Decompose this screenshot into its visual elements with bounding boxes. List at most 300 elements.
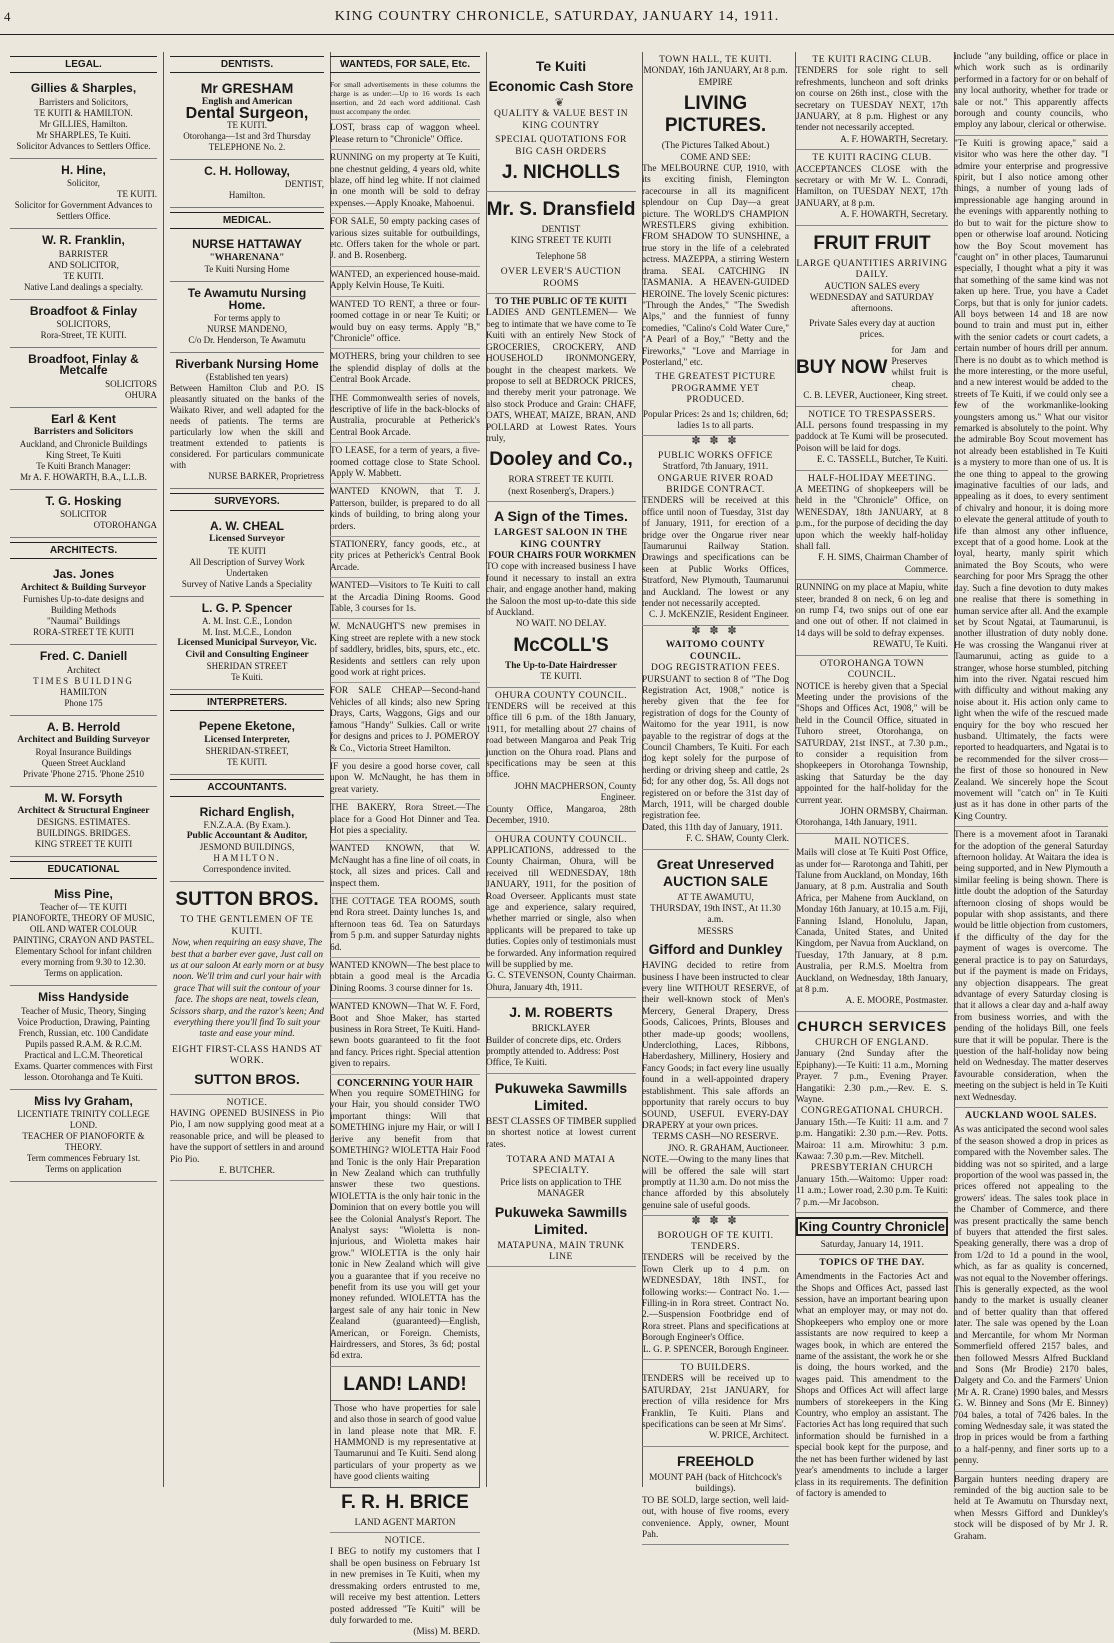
card-line: NURSE BARKER, Proprietress <box>208 471 324 482</box>
card-line: Survey of Native Lands a Speciality <box>181 578 313 589</box>
classified-ad: THE COTTAGE TEA ROOMS, south end Rora street. Dainty lunches 1s, and afternoon teas 6d. Tea on Saturdays from 5 p.m. and supper Saturday nights 6d. <box>330 894 480 958</box>
card-line: Licensed Surveyor <box>209 534 285 545</box>
card-line: HAMILTON. <box>213 853 281 864</box>
article-half-holiday: There is a movement afoot in Taranaki for the adoption of the general Saturday afternoon holiday. At Waitara the idea is being supported, and in New Plymouth a similar feeling is being shown. There is little doubt the adoption of the Saturday afternoon closing of shops would be popular with shop assistants, and there would be little objection from customers, if the difficulty of the day for the payment of wages is overcome. The general practice is to pay on Saturdays, but if the payment is made on Fridays, any objection disappears. The great advantage of every Saturday closing is that it allows a clear day and a-half away from business worries, and with the pending of the holidays Bill, one feels sure that it will be popular. There is the question of the half-holiday now being held on Wednesday. The matter deserves favourable consideration, when the meeting on the subject is held in Te Kuiti next Wednesday. <box>954 830 1108 1103</box>
classified-ad: WANTED, an experienced house-maid. Apply Kelvin House, Te Kuiti. <box>330 267 480 297</box>
card-line: Solicitor for Government Advances to Settlers Office. <box>14 200 153 222</box>
card-line: Mr GILLIES, Hamilton. <box>39 118 128 129</box>
section-heading-accountants: ACCOUNTANTS. <box>170 779 324 796</box>
ad-dooley <box>486 294 636 502</box>
church-heading: PRESBYTERIAN CHURCH <box>810 1163 934 1174</box>
card-line: TELEPHONE No. 2. <box>208 141 286 152</box>
ad-line: Telephone 58 <box>535 251 587 262</box>
card-english <box>170 801 324 883</box>
card-line: Teacher of— TE KUITI <box>40 902 127 913</box>
card-line: Rora-Street, TE KUITI. <box>40 330 127 341</box>
card-line: Dental Surgeon, <box>185 105 309 123</box>
card-line: Correspondence invited. <box>203 864 291 875</box>
ad-title: SUTTON BROS. <box>175 889 319 911</box>
ad-line: MATAPUNA, MAIN TRUNK LINE <box>497 1240 625 1263</box>
card-line: SHERIDAN-STREET, <box>205 746 289 757</box>
card-name: Gillies & Sharples, <box>30 81 137 96</box>
ad-body: TO cope with increased business I have found it necessary to install an extra chair, and engage another hand, making the Saloon the most up-to-date this side of Auckland. <box>486 562 636 618</box>
card-name: Earl & Kent <box>51 411 116 426</box>
ad-mccoll <box>486 502 636 687</box>
ornament-icon: ✽ ✽ ✽ <box>691 1215 740 1228</box>
card-name: C. H. Holloway, <box>204 163 290 178</box>
ad-line: EMPIRE <box>698 77 733 88</box>
ad-signature: McCOLL'S <box>513 634 609 656</box>
card-line: NURSE MANDENO, <box>206 324 287 335</box>
classified-ad: FOR SALE, 50 empty packing cases of various sizes suitable for outbuildings, etc. Offers taken for the whole or part. J. and B. Rosenberg. <box>330 214 480 267</box>
card-line: Mr A. F. HOWARTH, B.A., L.L.B. <box>20 471 147 482</box>
card-line: (Established ten years) <box>206 372 288 383</box>
card-name: Pepene Eketone, <box>198 719 296 734</box>
section-heading-educational: EDUCATIONAL <box>10 861 157 878</box>
ad-line: MONDAY, 16th JANUARY, At 8 p.m. <box>643 66 788 77</box>
card-line: DESIGNS. ESTIMATES. <box>36 817 131 828</box>
card-line: Otorohanga—1st and 3rd Thursday <box>183 130 311 141</box>
ad-title: FRUIT FRUIT <box>813 232 931 254</box>
section-heading-wanteds: WANTEDS, FOR SALE, Etc. <box>330 56 480 73</box>
card-herrold <box>10 716 157 787</box>
card-line: SOLICITORS <box>105 378 157 389</box>
notice-signature: A. F. HOWARTH, Secretary. <box>840 134 948 145</box>
notice-body: PURSUANT to section 8 of "The Dog Registration Act, 1908," notice is hereby given that the fee for registration of dogs for the County of Waitomo for the year 1911, is now payable to the registrar of dogs at the Council Chambers, Te Kuiti. For each dog kept solely for the purpose of herding or driving sheep and cattle, 2s 6d; for any other dog, 5s. All dogs not registered on or before the 31st day of March, 1911, will be charged double registration fee. <box>642 674 789 822</box>
ad-concerning-hair <box>330 1075 480 1367</box>
divider <box>954 135 1108 136</box>
ad-body: Those who have properties for sale and also those in search of good value in land please note that MR. F. HAMMOND is my representative at Taumarunui and Te Kuiti. Send along particulars of your property as we have good clients waiting <box>330 1400 480 1488</box>
notice-body: TENDERS for sole right to sell refreshments, luncheon and soft drinks on course on 26th inst., close with the secretary on TUESDAY NEXT, 17th JANUARY, at 8 p.m. Highest or any tender not necessarily accepted. <box>796 66 948 134</box>
divider <box>954 826 1108 827</box>
card-line: SOLICITORS, <box>56 319 111 330</box>
card-line: TE KUITI. <box>227 757 267 768</box>
ad-body: HAVING decided to retire from business I have been instructed to clear every line WITHOUT RESERVE, of their well-known stock of Men's Mercery, General Drapery, Dress Goods, Calicoes, Prints, Blouses and other made-up goods; woollens, Underclothing, Laces, Ribbons, Haberdashery, Millinery, Hosiery and Fancy Goods; in fact every line usually found in a well-appointed drapery establishment. This sale affords an opportunity that rarely occurs to buy SOUND, USEFUL EVERY-DAY DRAPERY at your own prices. <box>642 961 789 1131</box>
notice-title: OHURA COUNTY COUNCIL. <box>494 834 628 845</box>
card-line: OHURA <box>124 389 157 400</box>
classified-ad: IF you desire a good horse cover, call upon W. McNaught, he has them in great variety. <box>330 759 480 800</box>
masthead-title: KING COUNTRY CHRONICLE, SATURDAY, JANUARY 14, 1911. <box>334 9 780 24</box>
ad-signature: SUTTON BROS. <box>194 1070 300 1087</box>
card-line: Teacher of Music, Theory, Singing Voice Production, Drawing, Painting French, Russian, etc. 100 Candidate Pupils passed R.A.M. & R.C.M. Practical and L.C.M. Theoretical Exams. Quarter commences with First lesson. Otorohanga and Te Kuiti. <box>14 1005 153 1082</box>
ad-body: The MELBOURNE CUP, 1910, with its exciting finish, Flemington racecourse in all its magnificent splendour on Cup Day—a great picture. The WORLD'S CHAMPION WRESTLERS giving exhibition. FROM SHADOW TO SUNSHINE, a true story in the life of a celebrated actress. MAZEPPA, a stirring Western drama. SEAL CATCHING IN TASMANIA. A HEAVEN-GUIDED HEROINE. The lovely Scenic pictures: "Through the Andes," "The Swedish Alps," and the funniest of funny comedies, "Calino's Cold Water Cure," "A Pearl of a Boy," "Betty and the Fireworks," "Love and Marriage in Posterland," etc. <box>642 164 789 368</box>
notice-signature: F. H. SIMS, Chairman Chamber of Commerce. <box>818 553 948 575</box>
card-line: Licensed Interpreter, <box>204 734 290 745</box>
ad-signature: (Miss) M. BERD. <box>413 1627 480 1638</box>
section-heading-architects: ARCHITECTS. <box>10 542 157 559</box>
card-hosking <box>10 490 157 538</box>
ad-dransfield <box>486 192 636 294</box>
church-body: January (2nd Sunday after the Epiphany).—Te Kuiti: 11 a.m., Morning Prayer. 7 p.m., Evening Prayer. Hangatiki: 2.30 p.m.,—Rev. E. S. Wayne. <box>796 1049 948 1105</box>
notice-signature: L. G. P. SPENCER, Borough Engineer. <box>642 1344 789 1355</box>
card-line: Terms on application. <box>44 968 123 979</box>
classified-ad: THE BAKERY, Rora Street.—The place for a Good Hot Dinner and Tea. Hot pies a speciality. <box>330 800 480 841</box>
ad-signature: J. NICHOLLS <box>501 162 621 184</box>
ad-title: A Sign of the Times. <box>494 508 628 525</box>
ad-line: (next Rosenberg's, Drapers.) <box>508 486 614 497</box>
classified-ad: LOST, brass cap of waggon wheel. Please return to "Chronicle" Office. <box>330 120 480 150</box>
card-line: KING STREET TE KUITI <box>34 839 133 850</box>
classified-ad: WANTED KNOWN, that T. J. Patterson, builder, is prepared to do all kinds of building, to bring along your orders. <box>330 484 480 537</box>
card-name: Te Awamutu Nursing Home. <box>187 286 307 312</box>
topics-title: TOPICS OF THE DAY. <box>819 1257 925 1268</box>
card-line: Barristers and Solicitors, <box>38 96 129 107</box>
notice-line: TENDERS. <box>690 1241 741 1252</box>
card-line: Architect & Building Surveyor <box>20 582 147 593</box>
ad-line: BRICKLAYER <box>531 1024 591 1035</box>
notice-ohura-council-tenders <box>486 688 636 832</box>
card-line: Mr SHARPLES, Te Kuiti. <box>36 129 131 140</box>
notice-waitomo-dogs <box>642 637 789 849</box>
notice-title: HALF-HOLIDAY MEETING. <box>807 473 936 484</box>
ad-line: (The Pictures Talked About.) <box>661 141 770 152</box>
ad-line: Private Sales every day at auction prices. <box>809 318 935 341</box>
notice-racing-club-tenders <box>796 52 948 150</box>
card-name: Richard English, <box>199 804 295 819</box>
notice-body: TENDERS will be received at this office till 6 p.m. of the 18th January, 1911, for metalling about 27 chains of road between Mangaroa and Peak Trig junction on the Ohura road. Plans and specifications may be seen at this office. <box>486 702 636 781</box>
card-line: SHERIDAN STREET <box>206 660 288 671</box>
ad-line: TERMS CASH—NO RESERVE. <box>652 1132 779 1143</box>
card-line: Elementary School for infant children every morning from 9.30 to 12.30. <box>15 946 152 968</box>
classified-ad: TO LEASE, for a term of years, a five-roomed cottage close to State School. Apply W. Mabbett. <box>330 443 480 484</box>
notice-signature: C. J. McKENZIE, Resident Engineer. <box>649 610 789 621</box>
card-name: Mr GRESHAM <box>200 80 294 97</box>
card-line: Architect <box>66 664 101 675</box>
masthead <box>0 0 1114 35</box>
ad-line: TOTARA AND MATAI A SPECIALTY. <box>506 1155 616 1177</box>
ad-land <box>330 1367 480 1533</box>
card-jones <box>10 563 157 645</box>
card-hine <box>10 159 157 229</box>
ad-roberts <box>486 998 636 1074</box>
notice-signature: JOHN MACPHERSON, County Engineer. <box>514 781 636 804</box>
card-line: HAMILTON <box>59 686 107 697</box>
ad-title: Pukuweka Sawmills Limited. <box>494 1079 628 1113</box>
card-line: Terms on application <box>45 1163 122 1174</box>
card-line: Private 'Phone 2715. 'Phone 2510 <box>23 768 144 779</box>
card-line: Auckland, and Chronicle Buildings King Street, Te Kuiti <box>19 438 148 460</box>
card-line: "Naumai" Buildings <box>46 616 121 627</box>
ad-title: LAND! LAND! <box>343 1373 467 1395</box>
ad-line: KING STREET TE KUITI <box>510 236 612 247</box>
card-name: Jas. Jones <box>52 567 115 582</box>
ad-economic-cash-store <box>486 52 636 192</box>
card-line: Solicitor Advances to Settlers Office. <box>16 140 151 151</box>
ad-title: J. M. ROBERTS <box>509 1004 613 1021</box>
notice-title: BOROUGH OF TE KUITI. <box>657 1230 774 1241</box>
notice-signature: E. C. TASSELL, Butcher, Te Kuiti. <box>816 455 948 466</box>
notice-signature: G. C. STEVENSON, County Chairman. <box>486 971 636 982</box>
card-name: Broadfoot & Finlay <box>29 303 138 318</box>
column-7 <box>954 52 1108 1542</box>
card-franklin <box>10 229 157 299</box>
card-line: Phone 175 <box>64 697 103 708</box>
notice-date: Otorohanga, 14th January, 1911. <box>796 818 917 829</box>
ad-line: LARGE QUANTITIES ARRIVING DAILY. <box>796 258 948 281</box>
column-2 <box>170 52 331 1487</box>
card-line: TIMES BUILDING <box>33 675 134 686</box>
notice-line: DOG REGISTRATION FEES. <box>651 663 780 674</box>
classified-ad: WANTED—Visitors to Te Kuiti to call at the Arcadia Dining Rooms. Good Table, 3 courses for 1s. <box>330 578 480 619</box>
card-line: LICENTIATE TRINITY COLLEGE LOND. <box>17 1108 150 1130</box>
ad-body: LADIES AND GENTLEMEN— We beg to intimate that we have come to Te Kuiti with an entirely New Stock of GROCERIES, CROCKERY, AND HOUSEHOLD IRONMONGERY, bought in the cheapest markets. We propose to sell at BEDROCK PRICES, and thereby merit your patronage. We also stock Produce and Grain: CHAFF, OATS, WHEAT, MAIZE, BRAN, AND POLLARD at Lowest Rates. Yours truly, <box>486 308 636 444</box>
card-holloway <box>170 160 324 208</box>
ad-note: NOTE.—Owing to the many lines that will be offered the sale will start promptly at 11.30 a.m. Do not miss the chance afforded by this absolutely genuine sale of useful goods. <box>642 1155 789 1211</box>
notice-body: ACCEPTANCES CLOSE with the secretary or with Mr W. L. Conradi, Hamilton, on TUESDAY NEXT, 17th JANUARY, at 8 p.m. <box>796 164 948 209</box>
ad-line: TE KUITI. <box>540 672 582 683</box>
card-line: Architect and Building Surveyor <box>17 735 150 746</box>
card-line: TE KUITI & HAMILTON. <box>34 107 133 118</box>
notice-racing-club-acceptances <box>796 150 948 225</box>
ad-line: SPECIAL QUOTATIONS FOR BIG CASH ORDERS <box>495 135 627 157</box>
card-handyside <box>10 986 157 1089</box>
card-name: W. R. Franklin, <box>42 233 125 248</box>
divider <box>954 1471 1108 1472</box>
card-line: TE KUITI. <box>117 189 157 200</box>
section-heading-dentists: DENTISTS. <box>170 56 324 73</box>
card-line: Term commences February 1st. <box>26 1152 141 1163</box>
ad-line: QUALITY & VALUE BEST IN KING COUNTRY <box>493 109 629 131</box>
ad-line: The Up-to-Date Hairdresser <box>505 660 617 671</box>
ad-butcher-notice <box>170 1095 324 1182</box>
church-body: January 15th.—Te Kuiti: 11 a.m. and 7 p.m. Hangatiki: 2.30 p.m.—Rev. Potts. Mairoa: 11 a.m. Mirowhitu: 3 p.m. Kawaa: 7.30 p.m.—Rev. Mitchell. <box>796 1117 948 1162</box>
notice-to-builders <box>642 1360 789 1447</box>
notice-borough-tenders <box>642 1228 789 1360</box>
ad-title: NOTICE. <box>384 1536 426 1547</box>
card-line: Te Kuiti Branch Manager: <box>36 460 131 471</box>
notice-public-works <box>642 448 789 626</box>
notice-signature: F. C. SHAW, County Clerk. <box>685 834 789 845</box>
ad-line: OVER LEVER'S AUCTION ROOMS <box>500 267 622 289</box>
card-name: Fred. C. Daniell <box>39 649 128 664</box>
classified-ad: WANTED TO RENT, a three or four-roomed cottage in or near Te Kuiti; or would buy on easy terms. Apply "B," "Chronicle" office. <box>330 297 480 350</box>
card-line: DENTIST, <box>284 179 324 190</box>
editorial-banner: King Country Chronicle <box>796 1217 948 1236</box>
card-name: Miss Handyside <box>38 990 129 1005</box>
notice-line: Stratford, 7th January, 1911. <box>662 462 769 473</box>
notice-title: OTOROHANGA TOWN COUNCIL. <box>819 658 925 681</box>
ad-signature: E. BUTCHER. <box>218 1166 276 1177</box>
card-line: A. M. Inst. C.E., London <box>202 616 292 627</box>
column-3 <box>330 52 487 1638</box>
card-gresham <box>170 77 324 159</box>
classified-ad: RUNNING on my property at Te Kuiti, one chestnut gelding, 4 years old, white blaze, off hind leg white. If not claimed in one month will be sold to defray expenses.—Apply Knoake, Mahoenui. <box>330 150 480 214</box>
notice-body: RUNNING on my place at Mapiu, white steer, branded 8 on neck, 6 on leg and on rump Γ4, two snips out of one ear and one out of other. If not claimed in 14 days will be sold to defray expenses. <box>796 583 948 639</box>
notice-half-holiday-meeting <box>796 471 948 581</box>
notice-body: TENDERS will be received up to SATURDAY, 21st JANUARY, for erection of villa residence for Mrs Franklin, Te Kuiti. Plans and specifications can be seen at Mr Sims'. <box>642 1374 789 1431</box>
column-1 <box>10 52 164 1487</box>
ad-signature: C. B. LEVER, Auctioneer, King street. <box>803 391 948 402</box>
ad-line: Te Kuiti <box>535 58 587 74</box>
notice-body: NOTICE is hereby given that a Special Meeting under the provisions of the "Shops and Offices Act, 1908," will be held in the Council Office, situated in Tuhoro street, Otorohanga, on SATURDAY, 21st INST., at 7.30 p.m., to consider a requisition from shopkeepers in Otorohanga Township, asking that Saturday be the day appointed for the half-holiday for the current year. <box>796 681 948 806</box>
classified-ad: STATIONERY, fancy goods, etc., at city prices at Petherick's Central Book Arcade. <box>330 537 480 578</box>
notice-title: TE KUITI RACING CLUB. <box>812 153 932 164</box>
church-heading: CONGREGATIONAL CHURCH. <box>800 1106 944 1117</box>
card-line: Furnishes Up-to-date designs and Building Methods <box>23 594 144 616</box>
ad-body: I BEG to notify my customers that I shall be open business on February 1st in new premises in Te Kuiti, when my dressmaking orders entrusted to me, will receive my best attention. Letters posted addressed "Te Kuiti" will be duly forwarded to me. <box>330 1547 480 1626</box>
card-line: Public Accountant & Auditor, <box>186 830 308 841</box>
card-line: Queen Street Auckland <box>41 757 126 768</box>
classified-ad: THE Commonwealth series of novels, descriptive of life in the back-blocks of Australia, procurable at Petherick's Central Book Arcade. <box>330 391 480 444</box>
ad-line: for Jam and Preserves whilst fruit is cheap. <box>891 345 948 390</box>
card-name: A. W. CHEAL <box>210 518 284 533</box>
card-line: SOLICITOR <box>60 509 107 520</box>
notice-trespassers <box>796 407 948 471</box>
column-4 <box>486 52 643 1487</box>
card-line: For terms apply to <box>213 313 281 324</box>
card-line: PIANOFORTE, THEORY OF MUSIC, OIL AND WATER COLOUR PAINTING, CRAYON AND PASTEL. <box>12 913 155 946</box>
church-body: January 15th.—Waitomo: Upper road: 11 a.m.; Lower road, 2.30 p.m. Te Kuiti: 7 p.m.—Mr Jacobson. <box>796 1174 948 1208</box>
divider <box>954 1107 1108 1108</box>
notice-signature: W. PRICE, Architect. <box>709 1431 789 1442</box>
ad-line: RORA STREET TE KUITI. <box>508 475 614 486</box>
notice-title: NOTICE TO TRESPASSERS. <box>808 409 936 420</box>
ad-dressmaker-notice <box>330 1533 480 1643</box>
notice-otorohanga-council <box>796 656 948 834</box>
section-heading-medical: MEDICAL. <box>170 212 324 229</box>
ad-body: Now, when requiring an easy shave, The best that a barber ever gave, Just call on us at our saloon At early morn or at busy noon. We'll trim and curl your hair with grace That will suit the contour of your face. The shops are neat, towels clean, Scissors sharp, and the razor's keen; And everything there you'll find To suit your taste and ease your mind. <box>170 938 324 1040</box>
article-wool-sales: As was anticipated the second wool sales of the season showed a drop in prices as compared with the November sales. The bidding was not so spirited, and a large proportion of the wool was passed in, the prices offered not appealing to the growers' ideas. The sales took place in the Chamber of Commerce, and there was present practically the same bench of buyers that attended the first sales. Speaking generally, there was a drop of from 1/2d to 1d a pound in the wool, which, as far as quality is concerned, was not equal to the November offerings. This is generally expected, as the wool handy to the market is usually cleaner and of better quality than that offered later. The sale was opened by the Loan and Mercantile, for whom Mr Norman Sommerfield offered 2157 bales, and then followed Messrs Alfred Buckland and Sons (Mr Brodie) 2170 bales, Dalgety and Co. and the Farmers' Union (Mr A. R. Crane) 1990 bales, and Messrs G. W. Binney and Sons (Mr E. Binney) 704 bales, a total of 7426 bales. In the coming Wednesday sale, it was stated the drop in prices would be from a farthing to a half-penny, and finer sorts up to a penny. <box>954 1125 1108 1467</box>
card-line: C/o Dr. Henderson, Te Awamutu <box>188 335 306 346</box>
card-line: OTOROHANGA <box>93 520 157 531</box>
card-line: Hamilton. <box>228 190 266 201</box>
card-line: Te Kuiti Nursing Home <box>204 264 290 275</box>
card-line: Architect & Structural Engineer <box>17 805 150 816</box>
card-forsyth <box>10 787 157 858</box>
notice-running-steer <box>796 580 948 655</box>
card-name: Riverbank Nursing Home <box>175 357 319 372</box>
card-line: F.N.Z.A.A. (By Exam.). <box>203 819 291 830</box>
notice-body: APPLICATIONS, addressed to the County Chairman, Ohura, will be received till WEDNESDAY, 18th JANUARY, 1911, for the position of Road Overseer. Applicants must state age and experience, salary required, whether married or single, also when applicants will be prepared to take up duties. Copies only of testimonials must be forwarded. Any information required will be supplied by me. <box>486 845 636 970</box>
card-line: TE KUITI. <box>227 119 267 130</box>
section-heading-legal: LEGAL. <box>10 56 157 73</box>
card-line: TE KUITI <box>228 545 266 556</box>
card-broadfoot-finlay <box>10 300 157 348</box>
ad-line: Popular Prices: 2s and 1s; children, 6d; ladies 1s to all parts. <box>642 409 789 431</box>
ad-signature: Pukuweka Sawmills Limited. <box>494 1203 628 1237</box>
ad-line: FOUR CHAIRS FOUR WORKMEN <box>488 550 636 561</box>
ad-line: NO WAIT. NO DELAY. <box>515 619 607 630</box>
notice-body: A MEETING of shopkeepers will be held in the "Chronicle" Office, on WENESDAY, 18th JANUARY, at 8 p.m., for the purpose of deciding the day upon which the weekly half-holiday shall fall. <box>796 485 948 553</box>
notice-title: PUBLIC WORKS OFFICE <box>658 450 773 461</box>
card-line: Licensed Municipal Surveyor, Vic. Civil and Consulting Engineer <box>177 638 317 660</box>
notice-signature: A. F. HOWARTH, Secretary. <box>840 210 948 221</box>
card-earl-kent <box>10 408 157 490</box>
card-line: Te Kuiti. <box>231 671 263 682</box>
card-line: All Description of Survey Work Undertaken <box>189 556 305 578</box>
ad-title: TOWN HALL, TE KUITI. <box>659 55 772 65</box>
ad-line: AUCTION SALES every WEDNESDAY and SATURDAY afternoons. <box>809 281 935 315</box>
notice-date: Ohura, January 4th, 1911. <box>486 982 583 993</box>
church-heading: CHURCH OF ENGLAND. <box>815 1037 929 1048</box>
card-awamutu-nursing <box>170 282 324 353</box>
ad-headline: Gifford and Dunkley <box>648 941 783 958</box>
card-line: M. Inst. M.C.E., London <box>202 627 292 638</box>
ad-line: AT TE AWAMUTU, <box>677 892 754 903</box>
card-line: AND SOLICITOR, <box>48 259 119 270</box>
card-eketone <box>170 715 324 775</box>
ornament-icon: ✽ ✽ ✽ <box>691 435 740 448</box>
card-line: RORA-STREET TE KUITI <box>33 627 134 638</box>
article-bargain-hunters: Bargain hunters needing drapery are reminded of the big auction sale to be held at Te Awamutu on Thursday next, when Messrs Gifford and Dunkley's stock will be disposed of by Mr J. R. Graham. <box>954 1474 1108 1542</box>
ad-line: Price lists on application to THE MANAGER <box>500 1177 622 1200</box>
ad-body: HAVING OPENED BUSINESS in Pio Pio, I am now supplying good meat at a reasonable price, and will be pleased to have the support of settlers in and around Pio Pio. <box>170 1109 324 1165</box>
classified-ad: FOR SALE CHEAP—Second-hand Vehicles of all kinds; also new Spring Drays, Carts, Waggons, Gigs and our famous "Handy" Sulkies. Call or write for designs and prices to J. POMEROY & Co., Victoria Street Hamilton. <box>330 683 480 758</box>
notice-body: Mails will close at Te Kuiti Post Office, as under for— Rarotonga and Tahiti, per Talune from Auckland, on Monday, 16th January, at 8 p.m. Australia and South Africa, per Mahene from Auckland, on Monday 16th January, at 10.15 a.m. Fiji, Fanning Island, Honolulu, Japan, Canada, United States, and United Kingdom, per Navua from Auckland, on Tuesday, 17th January, at 8 p.m. Australia, per R.M.S. Moeltra from Auckland, on Wednesday, 18th January, at 8 p.m. <box>796 848 948 996</box>
notice-date: Dated, this 11th day of January, 1911. <box>642 822 783 833</box>
notice-title: MAIL NOTICES. <box>834 836 910 847</box>
card-name: Miss Pine, <box>54 886 113 901</box>
wool-sales-title: AUCKLAND WOOL SALES. <box>964 1110 1098 1121</box>
notice-body: TENDERS will be received at this office until noon of Tuesday, 31st day of January, 1911, for erection of a bridge over the Ongarue river near Taumarunui Railway Station. Drawings and specifications can be seen at Public Works Offices, Stratford, New Plymouth, Taumarunui and Auckland. The lowest or any tender not necessarily accepted. <box>642 496 789 610</box>
ad-line: LARGEST SALOON IN THE KING COUNTRY <box>494 528 628 550</box>
ad-sutton-bros <box>170 882 324 1094</box>
notice-signature: A. E. MOORE, Postmaster. <box>845 996 948 1007</box>
notice-date: County Office, Mangaroa, 28th December, 1910. <box>486 804 636 827</box>
classified-ad: WANTED KNOWN, that W. McNaught has a fine line of oil coats, in stock, all sizes and prices. Call and inspect them. <box>330 841 480 894</box>
ad-body: Builder of concrete dips, etc. Orders promptly attended to. Address: Post Office, Te Kuiti. <box>486 1035 622 1069</box>
card-name: NURSE HATTAWAY <box>192 237 302 252</box>
ad-headline: LIVING PICTURES. <box>664 93 767 137</box>
card-line: Solicitor, <box>67 178 100 189</box>
notice-ohura-council-applications <box>486 832 636 999</box>
ad-line: THURSDAY, 19th INST., At 11.30 a.m. <box>650 904 781 926</box>
topics-body: Amendments in the Factories Act and the Shops and Offices Act, passed last session, have an important bearing upon what an employer may, or may not do. Shopkeepers who employ one or more assistants are now required to keep a wages book, in which are entered the name of the assistant, the work he or she is doing, the hours worked, and the wages paid. This amendment to the Shops and Offices Act will affect large numbers of storekeepers in the King Country, who employ an assistant. The Factories Act has long required that such information should be furnished in a special book kept for the purpose, and the net has been further widened by last year's amendments to include a larger class in its requirements. The definition of factory is amended to <box>796 1272 948 1499</box>
card-line: English and American <box>201 96 293 107</box>
card-line: Native Land dealings a specialty. <box>23 281 144 292</box>
ad-title: FREEHOLD <box>677 1452 754 1469</box>
notice-body: ALL persons found trespassing in my paddock at Te Kumi will be prosecuted. Poison will be laid for dogs. <box>796 420 948 454</box>
ad-signature: Dooley and Co., <box>489 449 633 471</box>
classified-ad: WANTED KNOWN—The best place to obtain a good meal is the Arcadia Dining Rooms. 3 course dinner for 1s. <box>330 958 480 999</box>
card-name: T. G. Hosking <box>45 493 122 508</box>
ad-body: BEST CLASSES OF TIMBER supplied on shortest notice at lowest current rates. <box>486 1116 636 1150</box>
notice-title: OHURA COUNTY COUNCIL. <box>494 690 628 701</box>
card-line: BUILDINGS. BRIDGES. <box>36 828 131 839</box>
article-boy-scouts: "Te Kuiti is growing apace," said a visitor who was here the other day. "I admire your enterprise and progressive spirit, but I also notice among other things, a number of young lads of impressionable age hanging around in the evenings with apparently nothing to do but to wait for the picture show to open or otherwise loaf around. Noticing how the Boy Scout movement has "caught on" in other places, Taumarunui especially, I thought what a pity it was that something of the same kind was not taken up here. True, you have a Cadet Corps, but that is only for junior cadets. All boys between 14 and 18 are now bound to train and must put in, either with the senior cadets or court cadets, a certain number of hours drill per annum. There is no doubt as to which method is the more interesting, or the more useful, and a new interest would be added to the streets of Te Kuiti, if we could only see a few of the workmanlike-looking youngsters among us." What our visitor remarked is absolutely to the point. Why the admirable Boy Scout movement has not already been established in Te Kuiti is a mystery to more than one of us. It is the one thing to appeal to the growing imaginative faculties of our lads, and appealing as it does, to every sentiment of chivalry and honour, it is doing more to elevate the general attitude of youth to life than almost any other influence, except that of a good home. Look at the loyal, hearty, manly spirit which animated the Boy Scouts, who were searching for poor Mrs Spragg the other day. Such a fine devotion to duty makes one realise that there is something in human service after all. And the example set by Scout Ngatai, at Taumarunui, is another illustration of duty nobly done. He was crossing the Wanganui river at Taumarunui, acting as guide to a stranger, whose horse stumbled, pitching him into the river. Ngatai rescued him with difficulty and without making any noise about it. His action only came to light when the wife of the rescued made enquiry for the boy who rescued her husband. Ultimately, the facts were reported to headquarters, and Ngatai is to be recommended for the silver cross—the first of those so honoured in New Zealand. We sincerely hope the Scout movement will "catch on" in Te Kuiti just as it has done in other parts of the King Country. <box>954 138 1108 822</box>
section-title: CHURCH SERVICES <box>796 1017 948 1034</box>
card-cheal <box>170 515 324 597</box>
notice-title: TE KUITI RACING CLUB. <box>812 55 932 65</box>
card-name: Miss Ivy Graham, <box>34 1093 133 1108</box>
card-name: H. Hine, <box>61 162 106 177</box>
card-riverbank <box>170 353 324 489</box>
ad-line: MOUNT PAH (back of Hitchcock's buildings). <box>649 1472 782 1495</box>
ad-fruit <box>796 226 948 407</box>
ad-line: COME AND SEE: <box>680 152 751 163</box>
ornament-icon: ❦ <box>554 97 568 109</box>
card-line: JESMOND BUILDINGS, <box>199 842 295 853</box>
card-spencer <box>170 597 324 690</box>
card-line: Between Hamilton Club and P.O. IS pleasantly situated on the banks of the Waikato River, and well adapted for the needs of patients. The terms are particularly low when the skill and treatment extended to patients is considered. For particulars communicate with <box>170 383 324 471</box>
card-hattaway <box>170 233 324 282</box>
classified-ad: MOTHERS, bring your children to see the splendid display of dolls at the Central Book Arcade. <box>330 349 480 390</box>
editorial-date: Saturday, January 14, 1911. <box>796 1240 948 1254</box>
ad-living-pictures <box>642 52 789 436</box>
notice-signature: JOHN ORMSBY, Chairman. <box>840 806 948 817</box>
ad-title: Mr. S. Dransfield <box>486 199 636 221</box>
ad-pukuweka <box>486 1074 636 1268</box>
ad-body: When you require SOMETHING for your Hair, you should consider TWO important things: Will that SOMETHING injure my Hair, or will I derive any benefit from that SOMETHING? WIOLETTA Hair Food and Tonic is the only Hair Preparation in New Zealand which can truthfully answer these two questions. WIOLETTA is the only hair tonic in the Dominion that on every bottle you will see the Colonial Analyst's Report. The Analyst says: "Wioletta is non-injurious, and Wioletta makes hair grow." WIOLETTA is the only hair tonic in New Zealand which will give you a guarantee that if you receive no benefit from its use you will get your money refunded. WIOLETTA has the largest sale of any hair tonic in New Zealand (guaranteed)—English, American, or Foreign. Chemists, Hairdressers, and Stores, 3s 6d; postal 6d extra. <box>330 1089 480 1362</box>
card-name: Broadfoot, Finlay & Metcalfe <box>28 352 139 378</box>
ad-headline: BUY NOW <box>796 357 888 379</box>
ad-subtitle: TO THE GENTLEMEN OF TE KUITI. <box>180 915 314 937</box>
card-graham <box>10 1090 157 1182</box>
section-heading-surveyors: SURVEYORS. <box>170 493 324 510</box>
ad-title: Economic Cash Store <box>488 78 634 94</box>
card-line: TEACHER OF PIANOFORTE & THEORY. <box>22 1130 145 1152</box>
ad-line: MESSRS <box>697 926 734 937</box>
